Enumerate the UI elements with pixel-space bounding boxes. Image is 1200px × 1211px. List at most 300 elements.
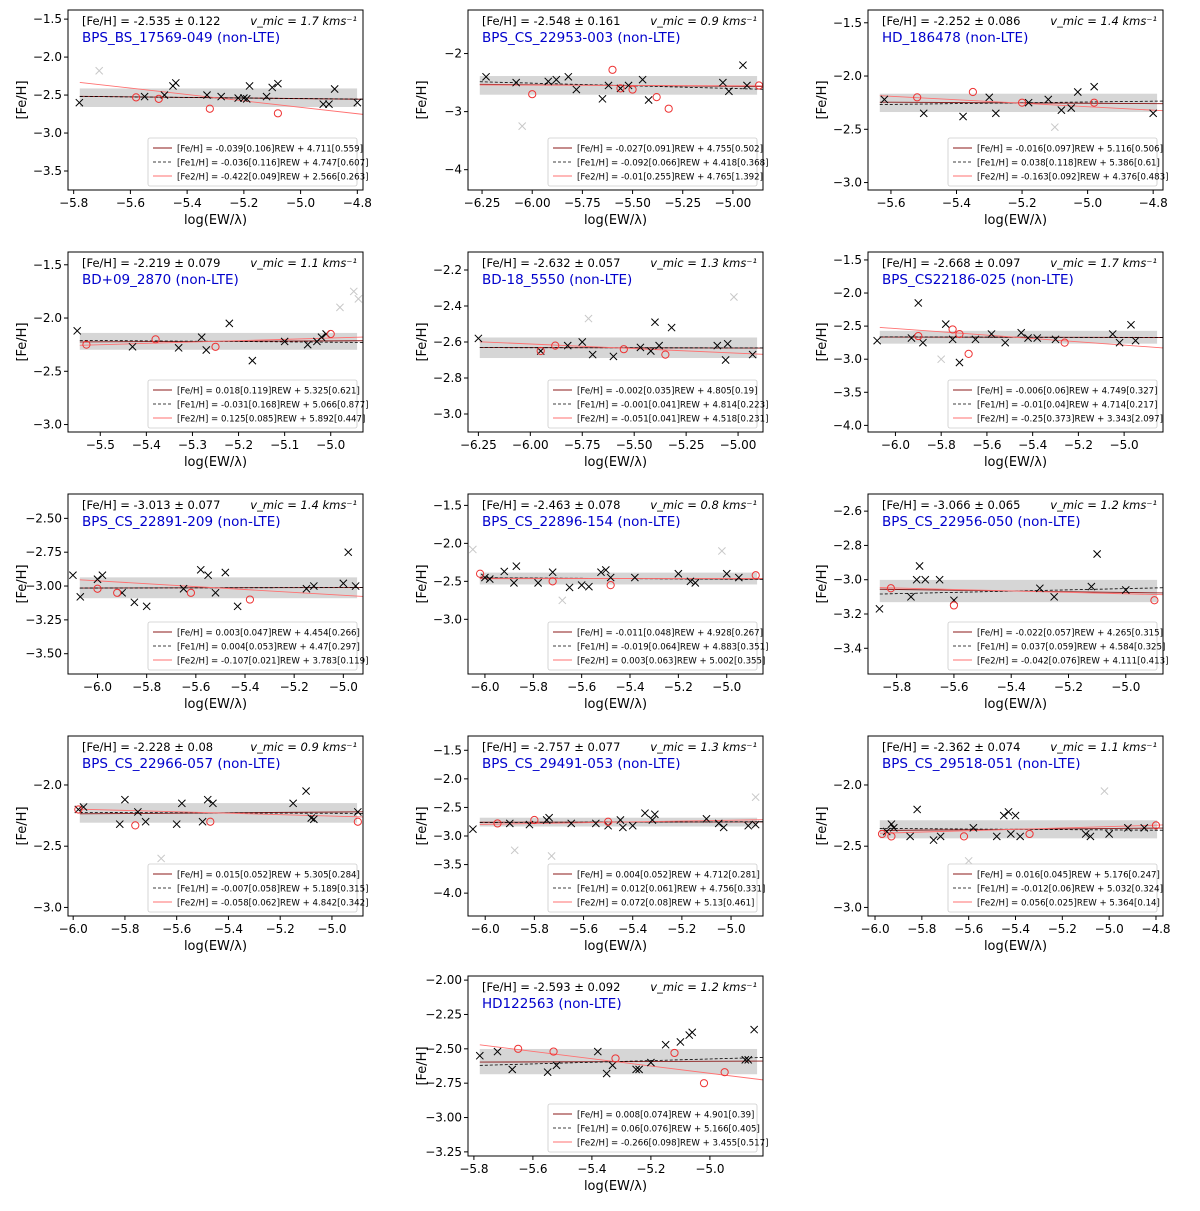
fe1-line-point — [249, 357, 256, 364]
x-axis-label: log(EW/λ) — [584, 213, 647, 228]
fe1-line-point — [74, 327, 81, 334]
x-tick-label: −5.0 — [1110, 438, 1139, 452]
fe1-line-point — [513, 563, 520, 570]
fe1-line-point — [914, 806, 921, 813]
feh-mean-label: [Fe/H] = -2.593 ± 0.092 — [482, 980, 620, 994]
fe1-line-point — [689, 1029, 696, 1036]
y-axis-label: [Fe/H] — [415, 1046, 430, 1085]
legend-entry: [Fe/H] = -0.022[0.057]REW + 4.265[0.315] — [977, 629, 1163, 639]
y-tick-label: −3.0 — [433, 829, 462, 843]
x-tick-label: −5.0 — [316, 438, 345, 452]
x-axis-label: log(EW/λ) — [584, 455, 647, 470]
vmic-label: v_mic = 1.4 kms⁻¹ — [250, 498, 357, 512]
vmic-label: v_mic = 0.9 kms⁻¹ — [650, 14, 757, 28]
x-tick-label: −5.4 — [942, 196, 971, 210]
vmic-label: v_mic = 0.8 kms⁻¹ — [650, 498, 757, 512]
y-tick-label: −2.50 — [25, 511, 62, 525]
x-tick-label: −5.50 — [616, 438, 653, 452]
fit-legend — [548, 380, 768, 428]
fe1-line-point — [1012, 812, 1019, 819]
feh-panel-10 — [0, 726, 400, 971]
x-tick-label: −6.00 — [514, 196, 551, 210]
fit-legend — [148, 622, 368, 670]
y-tick-label: −2.0 — [33, 50, 62, 64]
x-tick-label: −5.4 — [615, 680, 644, 694]
y-tick-label: −1.5 — [33, 258, 62, 272]
legend-entry: [Fe2/H] = 0.125[0.085]REW + 5.892[0.447] — [177, 415, 365, 425]
x-axis-label: log(EW/λ) — [584, 1179, 647, 1194]
y-tick-label: −2.2 — [433, 263, 462, 277]
y-tick-label: −2.6 — [833, 504, 862, 518]
fe1-line-point — [1127, 321, 1134, 328]
feh-mean-label: [Fe/H] = -2.362 ± 0.074 — [882, 740, 1020, 754]
x-tick-label: −5.3 — [178, 438, 207, 452]
rejected-line-point — [752, 794, 759, 801]
y-tick-label: −2.00 — [425, 973, 462, 987]
y-tick-label: −1.5 — [433, 743, 462, 757]
rejected-line-point — [938, 356, 945, 363]
rejected-line-point — [1051, 124, 1058, 131]
fe1-line-point — [345, 549, 352, 556]
fe1-line-point — [876, 605, 883, 612]
x-tick-label: −6.0 — [83, 680, 112, 694]
fe2-line-point — [950, 602, 957, 609]
feh-panel-2 — [400, 0, 800, 245]
x-tick-label: −6.0 — [471, 922, 500, 936]
y-tick-label: −2.0 — [33, 778, 62, 792]
rejected-line-point — [336, 304, 343, 311]
fe1-line-point — [1005, 808, 1012, 815]
legend-entry: [Fe/H] = 0.016[0.045]REW + 5.176[0.247] — [977, 871, 1160, 881]
vmic-label: v_mic = 1.2 kms⁻¹ — [1050, 498, 1157, 512]
x-tick-label: −5.2 — [1064, 438, 1093, 452]
x-tick-label: −5.6 — [876, 196, 905, 210]
feh-mean-label: [Fe/H] = -3.066 ± 0.065 — [882, 498, 1020, 512]
vmic-label: v_mic = 1.7 kms⁻¹ — [250, 14, 357, 28]
fe2-line-point — [700, 1080, 707, 1087]
y-tick-label: −2.0 — [33, 311, 62, 325]
legend-entry: [Fe1/H] = 0.004[0.053]REW + 4.47[0.297] — [177, 643, 360, 653]
fe1-line-point — [204, 796, 211, 803]
x-tick-label: −5.75 — [564, 438, 601, 452]
legend-entry: [Fe1/H] = 0.038[0.118]REW + 5.386[0.61] — [977, 159, 1160, 169]
star-name: BD-18_5550 (non-LTE) — [482, 272, 632, 288]
star-name: BPS_BS_17569-049 (non-LTE) — [82, 30, 280, 46]
legend-entry: [Fe1/H] = -0.007[0.058]REW + 5.189[0.315] — [177, 885, 368, 895]
y-tick-label: −2.75 — [425, 1076, 462, 1090]
y-axis-label: [Fe/H] — [15, 564, 30, 603]
rejected-line-point — [965, 857, 972, 864]
legend-entry: [Fe2/H] = 0.003[0.063]REW + 5.002[0.355] — [577, 657, 765, 667]
x-tick-label: −5.00 — [715, 196, 752, 210]
star-name: BPS_CS_22953-003 (non-LTE) — [482, 30, 681, 46]
legend-entry: [Fe/H] = -0.011[0.048]REW + 4.928[0.267] — [577, 629, 763, 639]
fe1-line-point — [651, 811, 658, 818]
y-tick-label: −2.5 — [33, 88, 62, 102]
y-tick-label: −3.0 — [33, 900, 62, 914]
star-name: BPS_CS_22896-154 (non-LTE) — [482, 514, 681, 530]
fe2-line-point — [274, 110, 281, 117]
x-tick-label: −5.2 — [1048, 922, 1077, 936]
legend-entry: [Fe1/H] = -0.019[0.064]REW + 4.883[0.351] — [577, 643, 768, 653]
y-tick-label: −3.0 — [833, 900, 862, 914]
vmic-label: v_mic = 1.7 kms⁻¹ — [1050, 256, 1157, 270]
legend-entry: [Fe2/H] = -0.058[0.062]REW + 4.842[0.342] — [177, 899, 368, 909]
legend-entry: [Fe/H] = -0.027[0.091]REW + 4.755[0.502] — [577, 145, 763, 155]
star-name: BPS_CS_22956-050 (non-LTE) — [882, 514, 1081, 530]
x-tick-label: −5.4 — [1018, 438, 1047, 452]
legend-entry: [Fe1/H] = -0.001[0.041]REW + 4.814[0.223] — [577, 401, 768, 411]
x-tick-label: −5.25 — [664, 196, 701, 210]
x-tick-label: −5.75 — [564, 196, 601, 210]
legend-entry: [Fe2/H] = 0.072[0.08]REW + 5.13[0.461] — [577, 899, 754, 909]
fe1-line-point — [197, 566, 204, 573]
rejected-line-point — [548, 852, 555, 859]
y-tick-label: −2.0 — [433, 772, 462, 786]
fe1-line-point — [599, 95, 606, 102]
y-tick-label: −4.0 — [433, 886, 462, 900]
legend-entry: [Fe2/H] = -0.266[0.098]REW + 3.455[0.517] — [577, 1139, 768, 1149]
legend-entry: [Fe1/H] = 0.037[0.059]REW + 4.584[0.325] — [977, 643, 1165, 653]
y-tick-label: −3.5 — [833, 385, 862, 399]
y-tick-label: −3.0 — [433, 612, 462, 626]
x-tick-label: −5.8 — [519, 680, 548, 694]
x-tick-label: −4.8 — [343, 196, 372, 210]
x-tick-label: −5.6 — [569, 922, 598, 936]
feh-mean-label: [Fe/H] = -2.757 ± 0.077 — [482, 740, 620, 754]
x-axis-label: log(EW/λ) — [184, 213, 247, 228]
x-tick-label: −5.25 — [668, 438, 705, 452]
y-tick-label: −2.8 — [833, 538, 862, 552]
fe2-line-point — [132, 822, 139, 829]
fit-legend — [148, 380, 368, 428]
x-tick-label: −5.8 — [132, 680, 161, 694]
x-axis-label: log(EW/λ) — [584, 697, 647, 712]
x-tick-label: −5.6 — [567, 680, 596, 694]
fe2-line-point — [665, 105, 672, 112]
x-tick-label: −5.2 — [266, 922, 295, 936]
legend-entry: [Fe1/H] = 0.06[0.076]REW + 5.166[0.405] — [577, 1125, 760, 1135]
y-tick-label: −3.00 — [425, 1111, 462, 1125]
fit-legend — [948, 138, 1168, 186]
vmic-label: v_mic = 1.4 kms⁻¹ — [1050, 14, 1157, 28]
x-axis-label: log(EW/λ) — [984, 939, 1047, 954]
legend-entry: [Fe2/H] = -0.163[0.092]REW + 4.376[0.483] — [977, 173, 1168, 183]
x-tick-label: −5.8 — [927, 438, 956, 452]
fe1-line-point — [226, 320, 233, 327]
y-tick-label: −2.75 — [25, 545, 62, 559]
y-tick-label: −3.0 — [833, 573, 862, 587]
x-axis-label: log(EW/λ) — [184, 455, 247, 470]
legend-entry: [Fe2/H] = 0.056[0.025]REW + 5.364[0.14] — [977, 899, 1160, 909]
x-tick-label: −5.0 — [1073, 196, 1102, 210]
fe1-line-point — [121, 796, 128, 803]
y-tick-label: −3.50 — [25, 647, 62, 661]
y-axis-label: [Fe/H] — [815, 80, 830, 119]
feh-mean-label: [Fe/H] = -2.228 ± 0.08 — [82, 740, 213, 754]
star-name: BPS_CS_29491-053 (non-LTE) — [482, 756, 681, 772]
y-tick-label: −2.5 — [833, 839, 862, 853]
x-axis-label: log(EW/λ) — [184, 697, 247, 712]
x-tick-label: −5.4 — [577, 1162, 606, 1176]
y-tick-label: −2.0 — [433, 536, 462, 550]
x-tick-label: −5.1 — [270, 438, 299, 452]
y-tick-label: −3.0 — [33, 126, 62, 140]
rejected-line-point — [559, 597, 566, 604]
star-name: HD_186478 (non-LTE) — [882, 30, 1028, 46]
fe1-line-point — [69, 572, 76, 579]
y-tick-label: −2.6 — [433, 335, 462, 349]
y-tick-label: −1.5 — [833, 253, 862, 267]
fe1-line-point — [641, 810, 648, 817]
x-tick-label: −5.4 — [173, 196, 202, 210]
rejected-line-point — [158, 855, 165, 862]
legend-entry: [Fe2/H] = -0.01[0.255]REW + 4.765[1.392] — [577, 173, 763, 183]
y-tick-label: −3.5 — [33, 164, 62, 178]
fit-legend — [148, 864, 368, 912]
y-tick-label: −3.4 — [833, 641, 862, 655]
legend-entry: [Fe1/H] = -0.036[0.116]REW + 4.747[0.607] — [177, 159, 368, 169]
vmic-label: v_mic = 1.2 kms⁻¹ — [650, 980, 757, 994]
legend-entry: [Fe2/H] = -0.051[0.041]REW + 4.518[0.231] — [577, 415, 768, 425]
y-tick-label: −2.5 — [833, 122, 862, 136]
legend-entry: [Fe2/H] = -0.107[0.021]REW + 3.783[0.119] — [177, 657, 368, 667]
y-tick-label: −2.5 — [33, 364, 62, 378]
x-tick-label: −5.00 — [720, 438, 757, 452]
legend-entry: [Fe1/H] = -0.012[0.06]REW + 5.032[0.324] — [977, 885, 1163, 895]
x-tick-label: −5.0 — [317, 922, 346, 936]
legend-entry: [Fe2/H] = -0.25[0.373]REW + 3.343[2.097] — [977, 415, 1163, 425]
fe1-line-point — [172, 79, 179, 86]
legend-entry: [Fe/H] = -0.006[0.06]REW + 4.749[0.327] — [977, 387, 1158, 397]
fit-legend — [548, 864, 765, 912]
x-tick-label: −4.8 — [1139, 196, 1168, 210]
x-tick-label: −5.0 — [329, 680, 358, 694]
y-tick-label: −2.0 — [833, 286, 862, 300]
x-tick-label: −6.25 — [464, 196, 501, 210]
feh-mean-label: [Fe/H] = -2.463 ± 0.078 — [482, 498, 620, 512]
feh-panel-11 — [400, 726, 800, 971]
x-tick-label: −5.0 — [712, 680, 741, 694]
star-name: BPS_CS22186-025 (non-LTE) — [882, 272, 1074, 288]
x-tick-label: −6.0 — [881, 438, 910, 452]
fe1-line-point — [234, 603, 241, 610]
fe1-line-point — [651, 319, 658, 326]
x-tick-label: −6.0 — [860, 922, 889, 936]
feh-mean-label: [Fe/H] = -2.219 ± 0.079 — [82, 256, 220, 270]
x-tick-label: −5.6 — [162, 922, 191, 936]
vmic-label: v_mic = 1.3 kms⁻¹ — [650, 740, 757, 754]
feh-panel-3 — [800, 0, 1200, 245]
y-tick-label: −2.4 — [433, 299, 462, 313]
x-tick-label: −5.4 — [132, 438, 161, 452]
x-tick-label: −5.2 — [1054, 680, 1083, 694]
fe1-line-point — [956, 359, 963, 366]
y-tick-label: −3.0 — [33, 418, 62, 432]
x-tick-label: −5.2 — [229, 196, 258, 210]
x-tick-label: −6.0 — [470, 680, 499, 694]
x-tick-label: −5.4 — [997, 680, 1026, 694]
fe1-line-point — [874, 337, 881, 344]
legend-entry: [Fe/H] = 0.004[0.052]REW + 4.712[0.281] — [577, 871, 760, 881]
x-tick-label: −5.4 — [230, 680, 259, 694]
feh-mean-label: [Fe/H] = -2.548 ± 0.161 — [482, 14, 620, 28]
fe1-line-point — [751, 1026, 758, 1033]
y-tick-label: −2.5 — [433, 800, 462, 814]
x-axis-label: log(EW/λ) — [984, 455, 1047, 470]
x-axis-label: log(EW/λ) — [184, 939, 247, 954]
x-tick-label: −5.0 — [716, 922, 745, 936]
fe1-line-point — [143, 603, 150, 610]
feh-mean-label: [Fe/H] = -3.013 ± 0.077 — [82, 498, 220, 512]
legend-entry: [Fe1/H] = -0.092[0.066]REW + 4.418[0.368] — [577, 159, 768, 169]
x-tick-label: −5.0 — [1111, 680, 1140, 694]
fe1-line-point — [677, 1038, 684, 1045]
x-tick-label: −5.2 — [667, 922, 696, 936]
x-tick-label: −5.6 — [954, 922, 983, 936]
legend-entry: [Fe1/H] = 0.012[0.061]REW + 4.756[0.331] — [577, 885, 765, 895]
x-tick-label: −5.4 — [618, 922, 647, 936]
legend-entry: [Fe/H] = -0.016[0.097]REW + 5.116[0.506] — [977, 145, 1163, 155]
fit-legend — [948, 380, 1163, 428]
x-tick-label: −5.8 — [907, 922, 936, 936]
y-tick-label: −1.5 — [33, 12, 62, 26]
fe1-line-point — [1000, 812, 1007, 819]
fe1-line-point — [566, 584, 573, 591]
fit-legend — [548, 1104, 768, 1152]
y-tick-label: −2.0 — [833, 778, 862, 792]
fe1-line-point — [131, 599, 138, 606]
feh-mean-label: [Fe/H] = -2.535 ± 0.122 — [82, 14, 220, 28]
y-tick-label: −3.2 — [833, 607, 862, 621]
x-tick-label: −6.25 — [460, 438, 497, 452]
rejected-line-point — [469, 546, 476, 553]
x-tick-label: −6.00 — [512, 438, 549, 452]
legend-entry: [Fe/H] = 0.015[0.052]REW + 5.305[0.284] — [177, 871, 360, 881]
fe1-line-point — [662, 1041, 669, 1048]
rejected-line-point — [350, 288, 357, 295]
feh-panel-1 — [0, 0, 400, 245]
feh-panel-6 — [800, 242, 1200, 487]
feh-panel-9 — [800, 484, 1200, 729]
rejected-line-point — [96, 67, 103, 74]
feh-panel-12 — [800, 726, 1200, 971]
x-tick-label: −4.8 — [1141, 922, 1170, 936]
x-tick-label: −6.0 — [59, 922, 88, 936]
fe1-line-point — [916, 562, 923, 569]
y-tick-label: −3.0 — [833, 352, 862, 366]
rejected-line-point — [718, 547, 725, 554]
x-tick-label: −5.6 — [972, 438, 1001, 452]
legend-entry: [Fe1/H] = -0.01[0.04]REW + 4.714[0.217] — [977, 401, 1158, 411]
x-tick-label: −5.8 — [59, 196, 88, 210]
x-tick-label: −5.6 — [116, 196, 145, 210]
vmic-label: v_mic = 0.9 kms⁻¹ — [250, 740, 357, 754]
fe2-line-point — [965, 350, 972, 357]
y-tick-label: −2.5 — [33, 839, 62, 853]
y-tick-label: −3.0 — [433, 407, 462, 421]
legend-entry: [Fe/H] = 0.008[0.074]REW + 4.901[0.39] — [577, 1111, 754, 1121]
x-tick-label: −5.8 — [459, 1162, 488, 1176]
y-axis-label: [Fe/H] — [415, 806, 430, 845]
fit-legend — [948, 864, 1163, 912]
fe2-line-point — [609, 66, 616, 73]
rejected-line-point — [585, 315, 592, 322]
feh-panel-4 — [0, 242, 400, 487]
legend-entry: [Fe/H] = 0.018[0.119]REW + 5.325[0.621] — [177, 387, 360, 397]
x-tick-label: −5.6 — [181, 680, 210, 694]
y-tick-label: −2 — [444, 47, 462, 61]
x-axis-label: log(EW/λ) — [984, 697, 1047, 712]
fe1-line-point — [469, 826, 476, 833]
y-axis-label: [Fe/H] — [15, 806, 30, 845]
rejected-line-point — [511, 847, 518, 854]
x-tick-label: −5.2 — [636, 1162, 665, 1176]
fe1-line-point — [959, 113, 966, 120]
fe1-line-point — [1091, 83, 1098, 90]
star-name: BD+09_2870 (non-LTE) — [82, 272, 239, 288]
y-tick-label: −4.0 — [833, 418, 862, 432]
fe1-line-point — [645, 96, 652, 103]
y-axis-label: [Fe/H] — [415, 80, 430, 119]
fe1-line-point — [302, 788, 309, 795]
y-tick-label: −3.25 — [425, 1145, 462, 1159]
fe1-line-point — [1094, 550, 1101, 557]
fit-legend — [148, 138, 368, 186]
feh-panel-8 — [400, 484, 800, 729]
y-axis-label: [Fe/H] — [815, 564, 830, 603]
y-axis-label: [Fe/H] — [415, 322, 430, 361]
x-axis-label: log(EW/λ) — [984, 213, 1047, 228]
x-tick-label: −5.4 — [1001, 922, 1030, 936]
fe1-line-point — [942, 321, 949, 328]
fe1-line-point — [668, 324, 675, 331]
y-tick-label: −2.50 — [425, 1042, 462, 1056]
feh-mean-label: [Fe/H] = -2.668 ± 0.097 — [882, 256, 1020, 270]
x-tick-label: −5.2 — [1007, 196, 1036, 210]
legend-entry: [Fe/H] = -0.002[0.035]REW + 4.805[0.19] — [577, 387, 758, 397]
legend-entry: [Fe2/H] = -0.422[0.049]REW + 2.566[0.263] — [177, 173, 368, 183]
feh-panel-5 — [400, 242, 800, 487]
y-axis-label: [Fe/H] — [15, 322, 30, 361]
feh-mean-label: [Fe/H] = -2.632 ± 0.057 — [482, 256, 620, 270]
star-name: BPS_CS_22966-057 (non-LTE) — [82, 756, 281, 772]
fit-legend — [948, 622, 1168, 670]
rejected-line-point — [519, 123, 526, 130]
y-axis-label: [Fe/H] — [415, 564, 430, 603]
y-axis-label: [Fe/H] — [815, 806, 830, 845]
star-name: BPS_CS_29518-051 (non-LTE) — [882, 756, 1081, 772]
x-tick-label: −5.2 — [224, 438, 253, 452]
y-tick-label: −3.00 — [25, 579, 62, 593]
legend-entry: [Fe/H] = 0.003[0.047]REW + 4.454[0.266] — [177, 629, 360, 639]
y-tick-label: −1.5 — [433, 498, 462, 512]
vmic-label: v_mic = 1.1 kms⁻¹ — [250, 256, 357, 270]
x-tick-label: −5.2 — [664, 680, 693, 694]
feh-panel-7 — [0, 484, 400, 729]
x-tick-label: −5.0 — [695, 1162, 724, 1176]
x-tick-label: −5.0 — [286, 196, 315, 210]
fe1-line-point — [739, 62, 746, 69]
fe1-line-point — [915, 299, 922, 306]
y-tick-label: −1.5 — [833, 16, 862, 30]
y-tick-label: −2.5 — [433, 574, 462, 588]
star-name: BPS_CS_22891-209 (non-LTE) — [82, 514, 281, 530]
x-tick-label: −5.6 — [939, 680, 968, 694]
vmic-label: v_mic = 1.3 kms⁻¹ — [650, 256, 757, 270]
y-axis-label: [Fe/H] — [15, 80, 30, 119]
vmic-label: v_mic = 1.1 kms⁻¹ — [1050, 740, 1157, 754]
